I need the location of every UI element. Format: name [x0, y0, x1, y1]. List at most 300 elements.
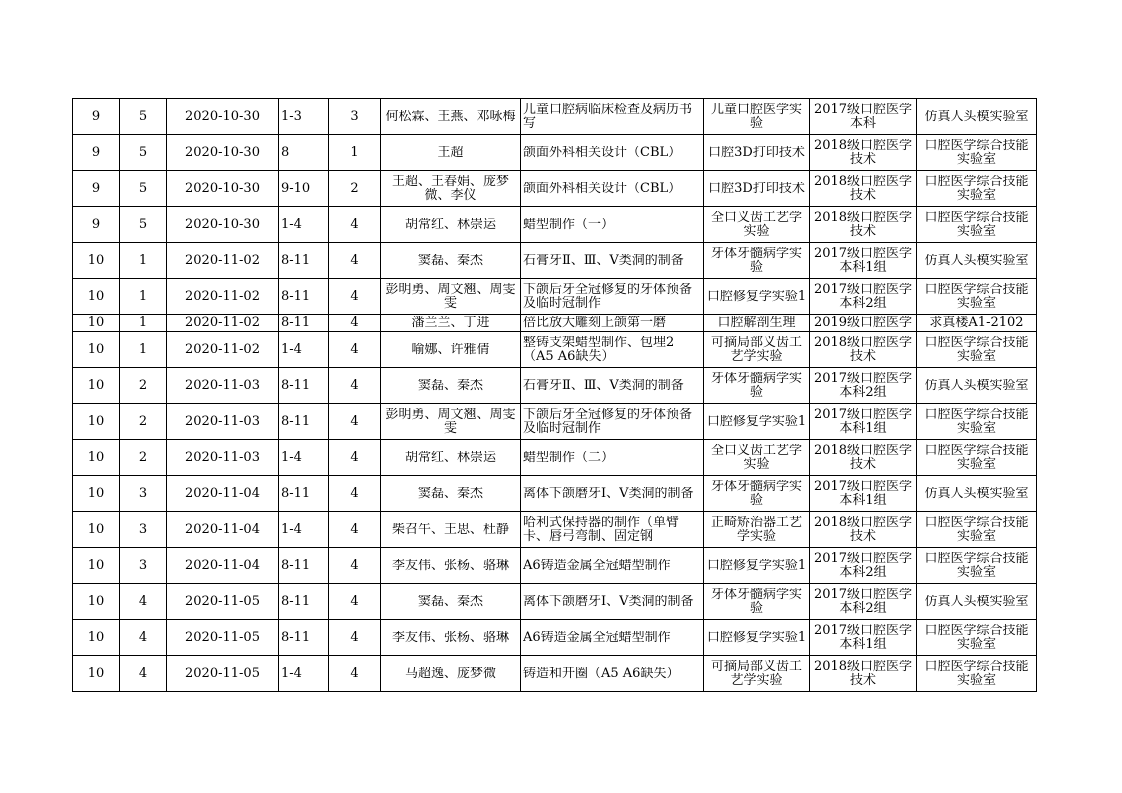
cell-hours: [329, 171, 381, 207]
cell-experiment: [521, 476, 704, 512]
cell-periods: [279, 440, 329, 476]
weekday-text: 4: [138, 630, 148, 645]
cell-class: [810, 512, 917, 548]
cell-experiment: [521, 512, 704, 548]
hours-text: 4: [350, 253, 359, 268]
experiment-text: 下颌后牙全冠修复的牙体预备及临时冠制作: [523, 282, 693, 311]
lab-text: 口腔医学综合技能实验室: [924, 515, 1029, 544]
cell-course: [704, 315, 810, 332]
table-row: [73, 404, 1037, 440]
cell-course: [704, 620, 810, 656]
course-text: 牙体牙髓病学实验: [710, 479, 802, 508]
weekday-text: 3: [138, 558, 148, 573]
hours-text: 4: [350, 316, 359, 330]
cell-weekday: [120, 207, 167, 243]
cell-class: [810, 548, 917, 584]
cell-course: [704, 476, 810, 512]
cell-teachers: [381, 99, 521, 135]
class-text: 2017级口腔医学本科1组: [813, 479, 913, 508]
cell-date: [167, 315, 279, 332]
periods-text: 1-4: [281, 217, 302, 232]
experiment-text: 儿童口腔病临床检查及病历书写: [523, 102, 693, 131]
cell-hours: [329, 476, 381, 512]
course-text: 口腔3D打印技术: [708, 181, 805, 196]
week-text: 10: [87, 486, 105, 501]
periods-text: 1-4: [281, 666, 302, 681]
cell-class: [810, 476, 917, 512]
lab-text: 仿真人头模实验室: [924, 486, 1029, 501]
cell-lab: [917, 99, 1037, 135]
cell-date: [167, 99, 279, 135]
cell-hours: [329, 315, 381, 332]
experiment-text: 蜡型制作（二）: [523, 450, 615, 465]
lab-text: 口腔医学综合技能实验室: [924, 659, 1029, 688]
week-text: 10: [87, 450, 105, 465]
date-text: 2020-11-04: [185, 522, 260, 537]
cell-teachers: [381, 207, 521, 243]
week-text: 10: [87, 253, 105, 268]
cell-experiment: [521, 135, 704, 171]
hours-text: 4: [350, 289, 359, 304]
cell-hours: [329, 404, 381, 440]
weekday-text: 1: [138, 342, 148, 357]
cell-teachers: [381, 584, 521, 620]
cell-course: [704, 135, 810, 171]
cell-lab: [917, 404, 1037, 440]
course-text: 正畸矫治器工艺学实验: [710, 515, 802, 544]
cell-weekday: [120, 548, 167, 584]
table-body: [73, 99, 1037, 692]
cell-date: [167, 512, 279, 548]
cell-lab: [917, 135, 1037, 171]
teachers-text: 彭明勇、周文翘、周雯雯: [385, 282, 516, 311]
cell-lab: [917, 332, 1037, 368]
periods-text: 8-11: [281, 253, 311, 268]
week-text: 9: [91, 181, 101, 196]
cell-course: [704, 99, 810, 135]
weekday-text: 1: [138, 316, 148, 330]
experiment-text: 蜡型制作（一）: [523, 217, 615, 232]
week-text: 9: [91, 145, 101, 160]
periods-text: 8-11: [281, 630, 311, 645]
date-text: 2020-11-03: [185, 450, 260, 465]
cell-periods: [279, 404, 329, 440]
class-text: 2017级口腔医学本科1组: [813, 246, 913, 275]
cell-weekday: [120, 476, 167, 512]
hours-text: 4: [350, 522, 359, 537]
lab-text: 求真楼A1-2102: [929, 316, 1024, 330]
cell-teachers: [381, 656, 521, 692]
cell-week: [73, 279, 120, 315]
cell-weekday: [120, 279, 167, 315]
week-text: 10: [87, 342, 105, 357]
cell-week: [73, 548, 120, 584]
cell-week: [73, 332, 120, 368]
weekday-text: 5: [138, 217, 148, 232]
cell-class: [810, 584, 917, 620]
cell-periods: [279, 656, 329, 692]
cell-experiment: [521, 243, 704, 279]
cell-experiment: [521, 332, 704, 368]
week-text: 10: [87, 630, 105, 645]
date-text: 2020-11-03: [185, 378, 260, 393]
cell-course: [704, 368, 810, 404]
class-text: 2018级口腔医学技术: [813, 174, 913, 203]
cell-periods: [279, 171, 329, 207]
periods-text: 8-11: [281, 378, 311, 393]
cell-class: [810, 279, 917, 315]
cell-course: [704, 243, 810, 279]
cell-hours: [329, 620, 381, 656]
course-text: 口腔修复学实验1: [706, 558, 807, 573]
cell-lab: [917, 440, 1037, 476]
cell-experiment: [521, 207, 704, 243]
teachers-text: 胡常红、林崇运: [404, 450, 496, 465]
cell-hours: [329, 207, 381, 243]
cell-experiment: [521, 440, 704, 476]
cell-lab: [917, 548, 1037, 584]
cell-hours: [329, 584, 381, 620]
weekday-text: 2: [138, 414, 148, 429]
cell-experiment: [521, 315, 704, 332]
cell-weekday: [120, 332, 167, 368]
weekday-text: 4: [138, 666, 148, 681]
cell-class: [810, 171, 917, 207]
course-text: 儿童口腔医学实验: [710, 102, 802, 131]
class-text: 2018级口腔医学技术: [813, 138, 913, 167]
cell-class: [810, 207, 917, 243]
date-text: 2020-10-30: [185, 217, 260, 232]
cell-lab: [917, 656, 1037, 692]
weekday-text: 1: [138, 289, 148, 304]
date-text: 2020-10-30: [185, 181, 260, 196]
cell-date: [167, 171, 279, 207]
teachers-text: 窦磊、秦杰: [417, 594, 483, 609]
table-row: [73, 548, 1037, 584]
class-text: 2018级口腔医学技术: [813, 515, 913, 544]
table-row: [73, 512, 1037, 548]
week-text: 10: [87, 378, 105, 393]
week-text: 9: [91, 109, 101, 124]
week-text: 10: [87, 666, 105, 681]
teachers-text: 李友伟、张杨、骆琳: [391, 630, 509, 645]
cell-date: [167, 620, 279, 656]
cell-periods: [279, 332, 329, 368]
teachers-text: 王超: [437, 145, 464, 160]
periods-text: 1-4: [281, 450, 302, 465]
cell-week: [73, 207, 120, 243]
cell-teachers: [381, 243, 521, 279]
table-row: [73, 332, 1037, 368]
cell-periods: [279, 207, 329, 243]
cell-experiment: [521, 620, 704, 656]
date-text: 2020-11-03: [185, 414, 260, 429]
cell-class: [810, 135, 917, 171]
date-text: 2020-11-02: [185, 289, 260, 304]
cell-week: [73, 620, 120, 656]
table-row: [73, 279, 1037, 315]
cell-week: [73, 512, 120, 548]
cell-class: [810, 404, 917, 440]
cell-course: [704, 207, 810, 243]
lab-text: 口腔医学综合技能实验室: [924, 210, 1029, 239]
cell-experiment: [521, 584, 704, 620]
cell-course: [704, 584, 810, 620]
table-row: [73, 656, 1037, 692]
cell-hours: [329, 656, 381, 692]
cell-teachers: [381, 135, 521, 171]
week-text: 10: [87, 558, 105, 573]
cell-periods: [279, 315, 329, 332]
course-text: 口腔解剖生理: [717, 316, 796, 330]
weekday-text: 5: [138, 181, 148, 196]
cell-hours: [329, 332, 381, 368]
periods-text: 1-4: [281, 342, 302, 357]
cell-date: [167, 243, 279, 279]
cell-lab: [917, 207, 1037, 243]
hours-text: 4: [350, 594, 359, 609]
course-text: 全口义齿工艺学实验: [710, 443, 802, 472]
hours-text: 2: [350, 181, 359, 196]
course-text: 牙体牙髓病学实验: [710, 371, 802, 400]
teachers-text: 窦磊、秦杰: [417, 378, 483, 393]
experiment-text: 离体下颌磨牙Ⅰ、Ⅴ类洞的制备: [523, 486, 694, 501]
table-row: [73, 135, 1037, 171]
class-text: 2018级口腔医学技术: [813, 443, 913, 472]
cell-teachers: [381, 171, 521, 207]
teachers-text: 潘兰兰、丁进: [411, 316, 490, 330]
cell-lab: [917, 476, 1037, 512]
date-text: 2020-11-02: [185, 342, 260, 357]
weekday-text: 2: [138, 378, 148, 393]
date-text: 2020-11-04: [185, 486, 260, 501]
cell-teachers: [381, 440, 521, 476]
lab-text: 口腔医学综合技能实验室: [924, 551, 1029, 580]
cell-class: [810, 315, 917, 332]
teachers-text: 柴召午、王思、杜静: [391, 522, 509, 537]
week-text: 10: [87, 414, 105, 429]
cell-class: [810, 243, 917, 279]
weekday-text: 1: [138, 253, 148, 268]
table-row: [73, 584, 1037, 620]
cell-experiment: [521, 404, 704, 440]
cell-weekday: [120, 243, 167, 279]
teachers-text: 马超逸、庞梦微: [404, 666, 496, 681]
cell-periods: [279, 243, 329, 279]
periods-text: 1-4: [281, 522, 302, 537]
cell-date: [167, 656, 279, 692]
date-text: 2020-11-02: [185, 316, 260, 330]
teachers-text: 李友伟、张杨、骆琳: [391, 558, 509, 573]
cell-weekday: [120, 620, 167, 656]
cell-class: [810, 656, 917, 692]
hours-text: 4: [350, 378, 359, 393]
class-text: 2017级口腔医学本科2组: [813, 282, 913, 311]
cell-weekday: [120, 404, 167, 440]
teachers-text: 窦磊、秦杰: [417, 486, 483, 501]
cell-periods: [279, 279, 329, 315]
cell-course: [704, 512, 810, 548]
teachers-text: 王超、王春娟、庞梦微、李仪: [391, 174, 509, 203]
cell-teachers: [381, 404, 521, 440]
date-text: 2020-11-02: [185, 253, 260, 268]
cell-week: [73, 440, 120, 476]
hours-text: 4: [350, 414, 359, 429]
experiment-text: 铸造和开圈（A5 A6缺失）: [523, 666, 680, 681]
cell-lab: [917, 315, 1037, 332]
periods-text: 8-11: [281, 414, 311, 429]
cell-periods: [279, 135, 329, 171]
periods-text: 8-11: [281, 486, 311, 501]
periods-text: 9-10: [281, 181, 311, 196]
cell-periods: [279, 620, 329, 656]
date-text: 2020-11-05: [185, 630, 260, 645]
hours-text: 4: [350, 630, 359, 645]
course-text: 牙体牙髓病学实验: [710, 587, 802, 616]
experiment-text: 颌面外科相关设计（CBL）: [523, 181, 682, 196]
cell-experiment: [521, 171, 704, 207]
experiment-text: 颌面外科相关设计（CBL）: [523, 145, 682, 160]
cell-weekday: [120, 512, 167, 548]
cell-hours: [329, 99, 381, 135]
weekday-text: 4: [138, 594, 148, 609]
hours-text: 4: [350, 666, 359, 681]
table-row: [73, 476, 1037, 512]
hours-text: 4: [350, 342, 359, 357]
cell-teachers: [381, 512, 521, 548]
hours-text: 4: [350, 217, 359, 232]
course-text: 口腔3D打印技术: [708, 145, 805, 160]
teachers-text: 窦磊、秦杰: [417, 253, 483, 268]
class-text: 2018级口腔医学技术: [813, 659, 913, 688]
cell-weekday: [120, 656, 167, 692]
table-row: [73, 315, 1037, 332]
cell-class: [810, 368, 917, 404]
hours-text: 1: [350, 145, 359, 160]
cell-course: [704, 171, 810, 207]
cell-date: [167, 135, 279, 171]
cell-experiment: [521, 368, 704, 404]
course-text: 牙体牙髓病学实验: [710, 246, 802, 275]
cell-lab: [917, 243, 1037, 279]
cell-class: [810, 440, 917, 476]
cell-course: [704, 404, 810, 440]
course-text: 口腔修复学实验1: [706, 414, 807, 429]
cell-lab: [917, 512, 1037, 548]
periods-text: 8-11: [281, 316, 311, 330]
cell-lab: [917, 171, 1037, 207]
date-text: 2020-11-04: [185, 558, 260, 573]
course-text: 口腔修复学实验1: [706, 289, 807, 304]
cell-teachers: [381, 620, 521, 656]
cell-experiment: [521, 279, 704, 315]
teachers-text: 何松霖、王燕、邓咏梅: [385, 109, 516, 124]
week-text: 10: [87, 594, 105, 609]
cell-hours: [329, 368, 381, 404]
lab-text: 口腔医学综合技能实验室: [924, 443, 1029, 472]
class-text: 2017级口腔医学本科2组: [813, 371, 913, 400]
table-row: [73, 207, 1037, 243]
cell-experiment: [521, 548, 704, 584]
experiment-text: 整铸支架蜡型制作、包埋2（A5 A6缺失）: [523, 335, 675, 364]
class-text: 2017级口腔医学本科1组: [813, 623, 913, 652]
cell-class: [810, 332, 917, 368]
table-row: [73, 243, 1037, 279]
week-text: 9: [91, 217, 101, 232]
cell-weekday: [120, 584, 167, 620]
cell-weekday: [120, 135, 167, 171]
lab-text: 仿真人头模实验室: [924, 594, 1029, 609]
cell-week: [73, 135, 120, 171]
cell-periods: [279, 512, 329, 548]
teachers-text: 彭明勇、周文翘、周雯雯: [385, 407, 516, 436]
lab-text: 口腔医学综合技能实验室: [924, 174, 1029, 203]
weekday-text: 3: [138, 522, 148, 537]
cell-teachers: [381, 368, 521, 404]
table-row: [73, 368, 1037, 404]
hours-text: 4: [350, 450, 359, 465]
periods-text: 8-11: [281, 289, 311, 304]
cell-course: [704, 279, 810, 315]
class-text: 2017级口腔医学本科: [813, 102, 913, 131]
lab-text: 口腔医学综合技能实验室: [924, 335, 1029, 364]
lab-text: 仿真人头模实验室: [924, 378, 1029, 393]
periods-text: 8-11: [281, 558, 311, 573]
cell-date: [167, 584, 279, 620]
experiment-text: 石膏牙Ⅱ、Ⅲ、Ⅴ类洞的制备: [523, 378, 684, 393]
cell-hours: [329, 512, 381, 548]
cell-week: [73, 99, 120, 135]
class-text: 2017级口腔医学本科2组: [813, 551, 913, 580]
course-text: 可摘局部义齿工艺学实验: [710, 659, 802, 688]
cell-week: [73, 315, 120, 332]
cell-hours: [329, 135, 381, 171]
cell-week: [73, 171, 120, 207]
hours-text: 4: [350, 486, 359, 501]
hours-text: 3: [350, 109, 359, 124]
lab-text: 口腔医学综合技能实验室: [924, 407, 1029, 436]
cell-weekday: [120, 99, 167, 135]
class-text: 2018级口腔医学技术: [813, 210, 913, 239]
cell-lab: [917, 584, 1037, 620]
cell-date: [167, 440, 279, 476]
table-row: [73, 620, 1037, 656]
periods-text: 1-3: [281, 109, 302, 124]
date-text: 2020-11-05: [185, 666, 260, 681]
cell-week: [73, 243, 120, 279]
weekday-text: 3: [138, 486, 148, 501]
experiment-text: A6铸造金属全冠蜡型制作: [523, 630, 671, 645]
cell-lab: [917, 279, 1037, 315]
class-text: 2018级口腔医学技术: [813, 335, 913, 364]
course-text: 可摘局部义齿工艺学实验: [710, 335, 802, 364]
periods-text: 8: [281, 145, 290, 160]
cell-teachers: [381, 279, 521, 315]
experiment-text: 下颌后牙全冠修复的牙体预备及临时冠制作: [523, 407, 693, 436]
lab-text: 仿真人头模实验室: [924, 109, 1029, 124]
date-text: 2020-10-30: [185, 145, 260, 160]
class-text: 2017级口腔医学本科2组: [813, 587, 913, 616]
experiment-text: 倍比放大雕刻上颌第一磨: [523, 316, 667, 330]
cell-class: [810, 620, 917, 656]
cell-lab: [917, 620, 1037, 656]
cell-teachers: [381, 476, 521, 512]
experiment-text: 石膏牙Ⅱ、Ⅲ、Ⅴ类洞的制备: [523, 253, 684, 268]
cell-weekday: [120, 315, 167, 332]
date-text: 2020-11-05: [185, 594, 260, 609]
experiment-text: A6铸造金属全冠蜡型制作: [523, 558, 671, 573]
lab-text: 仿真人头模实验室: [924, 253, 1029, 268]
